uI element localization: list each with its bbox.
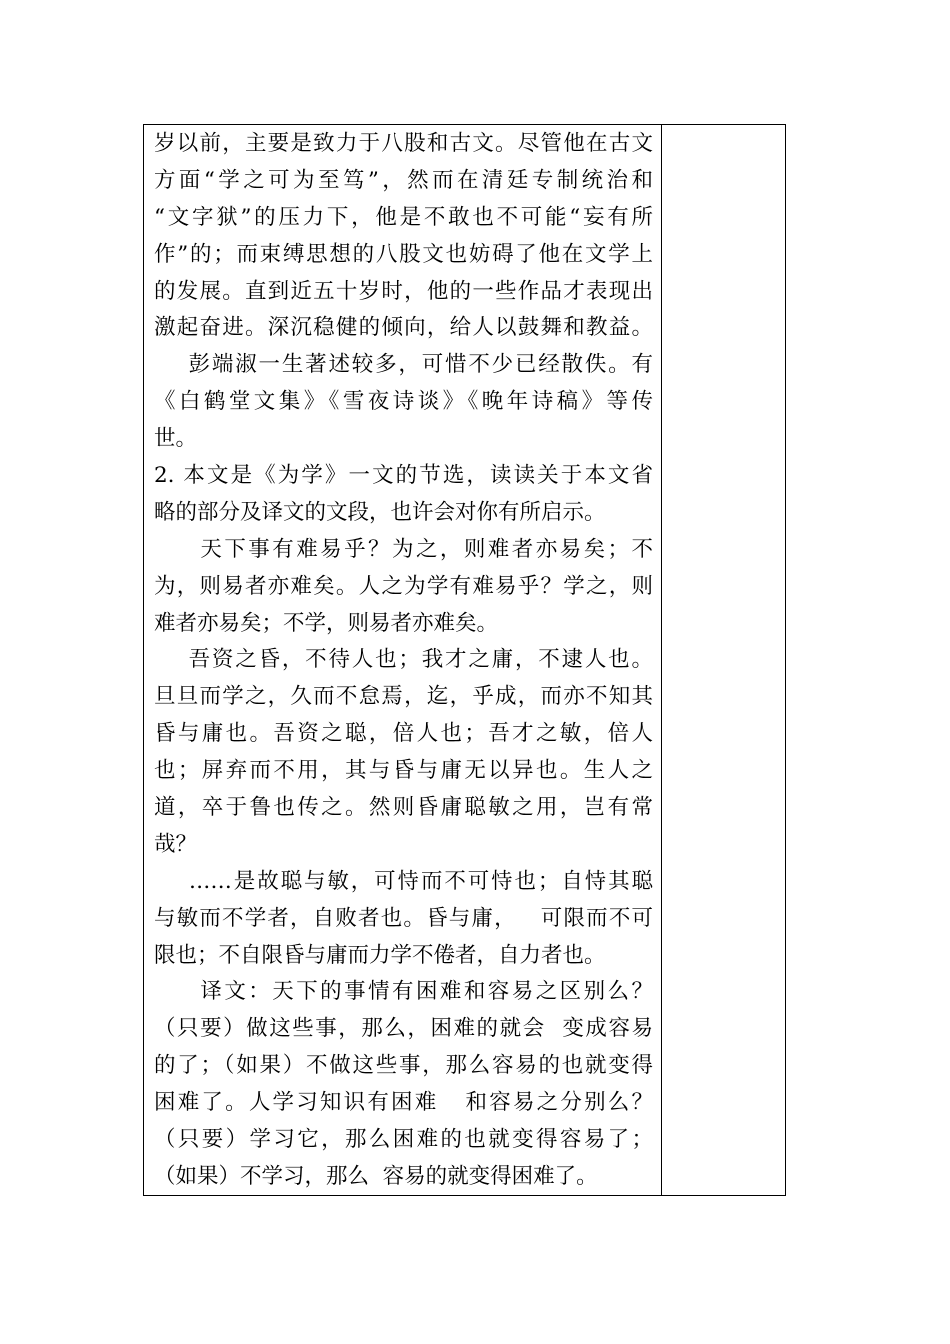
text-line: 限也；不自限昏与庸而力学不倦者，自力者也。 xyxy=(154,942,606,968)
text-line: 为，则易者亦难矣。人之为学有难易乎？学之，则 xyxy=(154,573,653,599)
text-line: （如果）不学习，那么 容易的就变得困难了。 xyxy=(154,1163,598,1189)
text-line: 昏与庸也。吾资之聪，倍人也；吾才之敏，倍人 xyxy=(154,721,653,747)
text-line: 岁以前，主要是致力于八股和古文。尽管他在古文 xyxy=(154,131,653,156)
content-cell xyxy=(144,125,662,1195)
text-line: 略的部分及译文的文段，也许会对你有所启示。 xyxy=(154,499,606,525)
text-line: 难者亦易矣；不学，则易者亦难矣。 xyxy=(154,610,499,636)
text-line: 作”的；而束缚思想的八股文也妨碍了他在文学上 xyxy=(154,241,653,267)
text-line: 世。 xyxy=(154,426,198,452)
side-cell xyxy=(662,125,785,1195)
text-line: （只要）做这些事，那么，困难的就会 变成容易 xyxy=(154,1016,653,1042)
text-line: 与敏而不学者，自败者也。昏与庸， 可限而不可 xyxy=(154,905,653,931)
text-line: 方面“学之可为至笃”，然而在清廷专制统治和 xyxy=(154,167,653,193)
text-line: 的发展。直到近五十岁时，他的一些作品才表现出 xyxy=(154,278,653,304)
text-line: 译文：天下的事情有困难和容易之区别么？ xyxy=(154,979,653,1005)
text-line: （只要）学习它，那么困难的也就变得容易了； xyxy=(154,1127,653,1153)
text-line: “文字狱”的压力下，他是不敢也不可能“妄有所 xyxy=(154,204,653,230)
text-line: ……是故聪与敏，可恃而不可恃也；自恃其聪 xyxy=(154,868,653,894)
text-line: 旦旦而学之，久而不怠焉，迄，乎成，而亦不知其 xyxy=(154,684,653,710)
document-table xyxy=(143,124,786,1196)
text-line: 也；屏弃而不用，其与昏与庸无以异也。生人之 xyxy=(154,758,653,784)
text-line: 哉？ xyxy=(154,831,198,857)
text-line: 困难了。人学习知识有困难 和容易之分别么？ xyxy=(154,1090,653,1116)
text-line: 彭端淑一生著述较多，可惜不少已经散佚。有 xyxy=(154,352,653,378)
text-line: 吾资之昏，不待人也；我才之庸，不逮人也。 xyxy=(154,647,653,673)
text-line: 道，卒于鲁也传之。然则昏庸聪敏之用，岂有常 xyxy=(154,795,653,821)
text-line: 的了；（如果）不做这些事，那么容易的也就变得 xyxy=(154,1053,653,1079)
text-line: 激起奋进。深沉稳健的倾向，给人以鼓舞和教益。 xyxy=(154,315,653,341)
text-line: 天下事有难易乎？为之，则难者亦易矣；不 xyxy=(154,536,653,562)
text-line: 2. 本文是《为学》一文的节选，读读关于本文省 xyxy=(154,463,653,489)
text-line: 《白鹤堂文集》《雪夜诗谈》《晚年诗稿》等传 xyxy=(154,389,653,415)
